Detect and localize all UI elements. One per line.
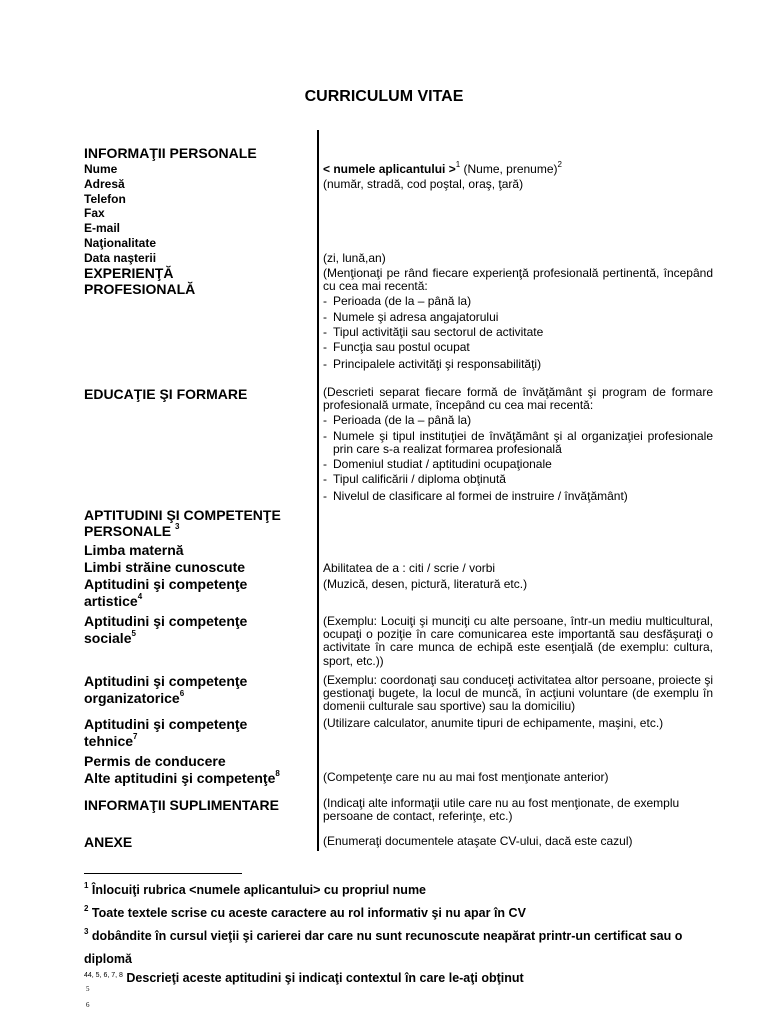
languages-hint: Abilitatea de a : citi / scrie / vorbi: [323, 561, 496, 575]
additional-info-heading: INFORMAŢII SUPLIMENTARE: [84, 797, 279, 813]
organizational-skills-hint: (Exemplu: coordonaţi sau conduceţi activitatea altor persoane, proiecte şi gestionaţi bugete, la locul de muncă, în acţiuni voluntare (de exemplu în domenii culturale sau sportive) sau la domiciliu): [323, 673, 713, 714]
social-skills-line2: [84, 630, 247, 647]
footnote-separator: [84, 873, 242, 874]
artistic-skills-hint: (Muzică, desen, pictură, literatură etc.): [323, 577, 528, 591]
label-nationality: Naţionalitate: [84, 235, 157, 250]
list-item: - Tipul activităţii sau sectorul de activitate: [323, 326, 713, 339]
list-item: - Numele şi adresa angajatorului: [323, 311, 713, 324]
artistic-skills-line2: [84, 593, 247, 610]
footnote-ref-7: 7: [133, 732, 138, 742]
name-value: [323, 160, 713, 176]
organizational-skills-line2: [84, 690, 247, 707]
birth-date-hint: (zi, lună,an): [323, 251, 386, 265]
technical-skills-line1: Aptitudini şi competenţe: [84, 716, 248, 732]
column-divider: [317, 130, 319, 851]
organizational-skills-text: organizatorice: [84, 690, 180, 706]
footnote-mark: 3: [84, 926, 89, 936]
name-placeholder: < numele aplicantului >: [323, 162, 456, 176]
experience-description: [323, 267, 713, 371]
experience-heading-line1: EXPERIENŢĂ: [84, 265, 174, 281]
artistic-skills-label: [84, 576, 247, 610]
education-intro: (Descrieti separat fiecare formă de învăţământ şi program de formare profesională urmate, începând cu cea mai recentă:: [323, 385, 713, 413]
label-birth-date: Data naşterii: [84, 250, 157, 265]
experience-intro: (Menţionaţi pe rând fiecare experienţă profesională pertinentă, începând cu cea mai recentă:: [323, 266, 713, 294]
footnote-ref-5: 5: [131, 629, 136, 639]
additional-info-hint: (Indicaţi alte informaţii utile care nu au fost menţionate, de exemplu persoane de contact, referinţe, etc.): [323, 796, 680, 824]
other-skills-label: [84, 770, 280, 787]
mother-tongue-label: Limba maternă: [84, 542, 184, 558]
footnote-ref-2: 2: [557, 160, 562, 169]
social-skills-hint: (Exemplu: Locuiţi şi munciţi cu alte persoane, într-un mediu multicultural, ocupaţi o poziţie în care comunicarea este importantă sau desfăşuraţi o activitate în care munca de echipă este esenţială (de exemplu: cultura, sport, etc.)): [323, 614, 713, 668]
label-phone: Telefon: [84, 191, 126, 206]
experience-list: [323, 295, 713, 371]
list-item: - Perioada (de la – până la): [323, 414, 713, 427]
footnote-text: dobândite în cursul vieţii şi carierei dar care nu sunt recunoscute neapărat printr-un certificat sau o diplomă: [84, 929, 683, 966]
technical-skills-line2: [84, 733, 247, 750]
education-heading: EDUCAŢIE ŞI FORMARE: [84, 386, 248, 402]
footnote-mark: 1: [84, 880, 89, 890]
list-item: - Tipul calificării / diploma obţinută: [323, 473, 713, 486]
document-title: CURRICULUM VITAE: [304, 88, 464, 105]
footnote-mark: 2: [84, 903, 89, 913]
label-name: Nume: [84, 162, 118, 176]
social-skills-line1: Aptitudini şi competenţe: [84, 613, 248, 629]
driving-license-label: Permis de conducere: [84, 753, 226, 769]
organizational-skills-line1: Aptitudini şi competenţe: [84, 673, 248, 689]
footnote-text: Înlocuiţi rubrica <numele aplicantului> cu propriul nume: [88, 883, 427, 897]
label-email: E-mail: [84, 221, 121, 236]
footnote-ref-3: 3: [175, 522, 180, 532]
list-item: - Principalele activităţi şi responsabilităţi): [323, 358, 713, 371]
annexes-heading: ANEXE: [84, 834, 133, 850]
address-hint: (număr, stradă, cod poştal, oraş, ţară): [323, 177, 524, 191]
personal-info-labels: [84, 162, 156, 266]
footnote-2: [84, 902, 724, 925]
list-item: - Nivelul de clasificare al formei de instruire / învăţământ): [323, 490, 713, 503]
name-hint: (Nume, prenume): [460, 162, 558, 176]
personal-info-heading: INFORMAŢII PERSONALE: [84, 145, 257, 161]
technical-skills-label: [84, 716, 247, 750]
footnote-mark: 44, 5, 6, 7, 8: [84, 972, 123, 979]
experience-heading: [84, 265, 195, 297]
skills-heading-line2: [84, 523, 281, 539]
foreign-languages-label: Limbi străine cunoscute: [84, 559, 246, 575]
other-skills-hint: (Competenţe care nu au mai fost menţionate anterior): [323, 770, 609, 784]
list-item: - Numele şi tipul instituţiei de învăţământ şi al organizaţiei profesionale prin care s-a realizat formarea profesională: [323, 430, 713, 456]
education-list: [323, 414, 713, 503]
skills-heading-line1: APTITUDINI ŞI COMPETENŢE: [84, 507, 281, 523]
label-fax: Fax: [84, 206, 105, 221]
footnote-ref-8: 8: [275, 769, 280, 779]
footnote-1: [84, 879, 724, 902]
social-skills-text: sociale: [84, 630, 132, 646]
list-item: - Perioada (de la – până la): [323, 295, 713, 308]
footnote-text: Descrieţi aceste aptitudini şi indicaţi contextul în care le-aţi obţinut: [122, 971, 524, 986]
other-skills-text: Alte aptitudini şi competenţe: [84, 770, 276, 786]
annexes-hint: (Enumeraţi documentele ataşate CV-ului, dacă este cazul): [323, 834, 633, 848]
artistic-skills-text: artistice: [84, 593, 138, 609]
organizational-skills-label: [84, 673, 247, 707]
artistic-skills-line1: Aptitudini şi competenţe: [84, 576, 248, 592]
skills-heading: [84, 507, 281, 539]
label-address: Adresă: [84, 176, 125, 191]
list-item: - Domeniul studiat / aptitudini ocupaţionale: [323, 458, 713, 471]
skills-heading-text: PERSONALE: [84, 523, 172, 539]
footnote-5-mark: 5: [86, 985, 90, 993]
social-skills-label: [84, 613, 247, 647]
list-item: - Funcţia sau postul ocupat: [323, 341, 713, 354]
education-description: [323, 386, 713, 504]
footnote-4: [84, 964, 724, 990]
experience-heading-line2: PROFESIONALĂ: [84, 281, 196, 297]
footnote-ref-6: 6: [179, 689, 185, 699]
technical-skills-text: tehnice: [84, 733, 134, 749]
footnote-6-mark: 6: [86, 1001, 90, 1009]
footnote-text: Toate textele scrise cu aceste caractere au rol informativ şi nu apar în CV: [88, 906, 526, 920]
technical-skills-hint: (Utilizare calculator, anumite tipuri de echipamente, maşini, etc.): [323, 716, 664, 730]
footnote-ref-1: 1: [455, 160, 461, 169]
footnote-ref-4: 4: [137, 592, 143, 602]
